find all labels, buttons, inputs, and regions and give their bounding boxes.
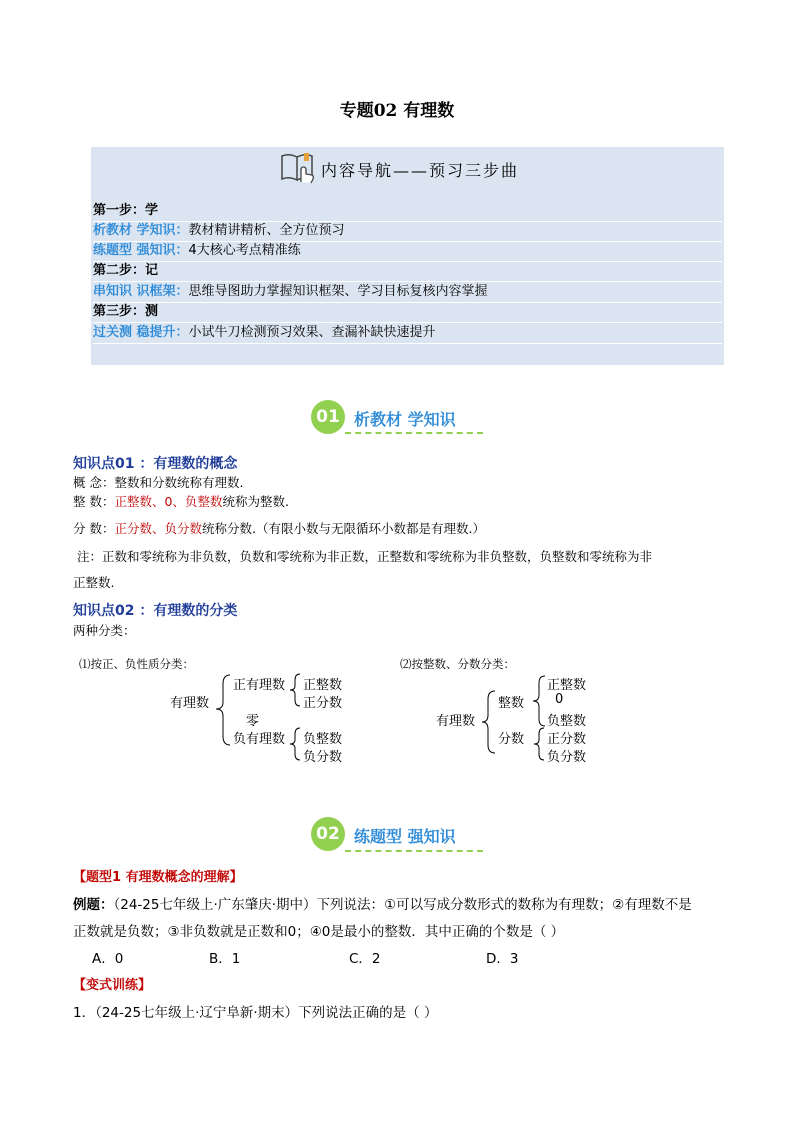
classification-heading-sign: ⑴按正、负性质分类：: [79, 657, 194, 671]
fraction-label: 分 数：: [73, 521, 115, 536]
tree-node-integer: 整数: [498, 696, 525, 711]
tree-root: 有理数: [436, 714, 476, 729]
tree-leaf: 负整数: [303, 732, 343, 747]
brace-icon: [287, 726, 303, 762]
option-a: A．0: [92, 951, 124, 967]
option-b: B．1: [209, 951, 241, 967]
nav-heading: 内容导航——预习三步曲: [321, 160, 520, 180]
question-1: 1．（24-25七年级上·辽宁阜新·期末）下列说法正确的是（ ）: [73, 1005, 438, 1021]
option-c: C．2: [349, 951, 381, 967]
nav-row-label: 过关测 稳提升：: [93, 325, 189, 340]
nav-row-step2: [93, 261, 722, 282]
tree-leaf: 负分数: [547, 750, 587, 765]
integer-rest: 统称为整数.: [222, 494, 289, 509]
section-number-badge: 01: [311, 400, 345, 434]
page-title: 专题02 有理数: [339, 101, 455, 121]
section-title: 练题型 强知识: [354, 827, 456, 846]
step-label: 第一步：学: [93, 203, 159, 218]
integer-line: [73, 492, 289, 510]
nav-row-label: 析教材 学知识：: [93, 223, 189, 238]
variant-training-heading: 【变式训练】: [73, 978, 152, 993]
knowledge-point-title: 知识点02 ：有理数的分类: [73, 603, 238, 619]
tree-leaf: 0: [555, 692, 564, 707]
nav-row-step3: [93, 302, 722, 323]
integer-highlight: 正整数、0、负整数: [114, 494, 223, 509]
nav-row-label: 串知识 识框架：: [93, 284, 189, 299]
nav-header: [91, 147, 724, 193]
classification-subtitle: 两种分类：: [73, 623, 136, 638]
option-d: D．3: [486, 951, 519, 967]
nav-row-text: 教材精讲精析、全方位预习: [188, 223, 345, 238]
tree-node-zero: 零: [246, 714, 260, 729]
nav-row-label: 练题型 强知识：: [93, 243, 189, 258]
brace-icon: [530, 674, 548, 728]
fraction-rest: 统称分数.（有限小数与无限循环小数都是有理数.）: [202, 521, 485, 536]
section-underline: [345, 850, 483, 852]
tree-leaf: 负整数: [547, 714, 587, 729]
brace-icon: [478, 688, 498, 756]
book-hand-icon: [279, 150, 317, 188]
concept-line: [73, 473, 243, 491]
brace-icon: [531, 726, 547, 762]
tree-leaf: 正整数: [303, 678, 343, 693]
question-type-heading: 【题型1 有理数概念的理解】: [73, 870, 243, 885]
section-title: 析教材 学知识: [354, 410, 456, 429]
tree-node-negative: 负有理数: [233, 732, 286, 747]
section-underline: [345, 432, 483, 434]
integer-label: 整 数：: [73, 494, 115, 509]
brace-icon: [287, 672, 303, 708]
example-line-1: [73, 893, 692, 913]
fraction-highlight: 正分数、负分数: [114, 521, 202, 536]
note-line-2: 正整数.: [73, 575, 115, 590]
concept-label: 概 念：: [73, 475, 115, 490]
tree-node-positive: 正有理数: [233, 678, 286, 693]
tree-root: 有理数: [170, 696, 210, 711]
tree-leaf: 负分数: [303, 750, 343, 765]
example-label: 例题：: [73, 897, 114, 913]
content-nav-box: [91, 147, 724, 365]
tree-leaf: 正分数: [303, 696, 343, 711]
nav-row-framework: [93, 282, 722, 303]
tree-leaf: 正整数: [547, 678, 587, 693]
section-number-badge: 02: [311, 817, 345, 851]
nav-row-analyze: [93, 221, 722, 242]
step-label: 第三步：测: [93, 304, 159, 319]
example-text: （24-25七年级上·广东肇庆·期中）下列说法：①可以写成分数形式的数称为有理数；②有理数不是: [113, 897, 692, 913]
brace-icon: [212, 672, 234, 748]
tree-node-fraction: 分数: [498, 732, 525, 747]
classification-heading-type: ⑵按整数、分数分类：: [400, 657, 515, 671]
nav-row-step1: [93, 201, 722, 222]
nav-row-text: 小试牛刀检测预习效果、查漏补缺快速提升: [188, 325, 436, 340]
step-label: 第二步：记: [93, 263, 159, 278]
nav-row-text: 思维导图助力掌握知识框架、学习目标复核内容掌握: [188, 284, 488, 299]
nav-row-text: 4大核心考点精准练: [188, 243, 301, 258]
note-line-1: 注：正数和零统称为非负数，负数和零统称为非正数，正整数和零统称为非负整数，负整数和零统称为非: [77, 549, 653, 564]
knowledge-point-title: 知识点01 ：有理数的概念: [73, 456, 238, 472]
nav-row-practice: [93, 241, 722, 262]
fraction-line: [73, 519, 485, 537]
nav-row-test: [93, 323, 722, 344]
concept-text: 整数和分数统称有理数.: [114, 475, 244, 490]
example-line-2: 正数就是负数；③非负数就是正数和0；④0是最小的整数．其中正确的个数是（ ）: [73, 924, 565, 940]
tree-leaf: 正分数: [547, 732, 587, 747]
